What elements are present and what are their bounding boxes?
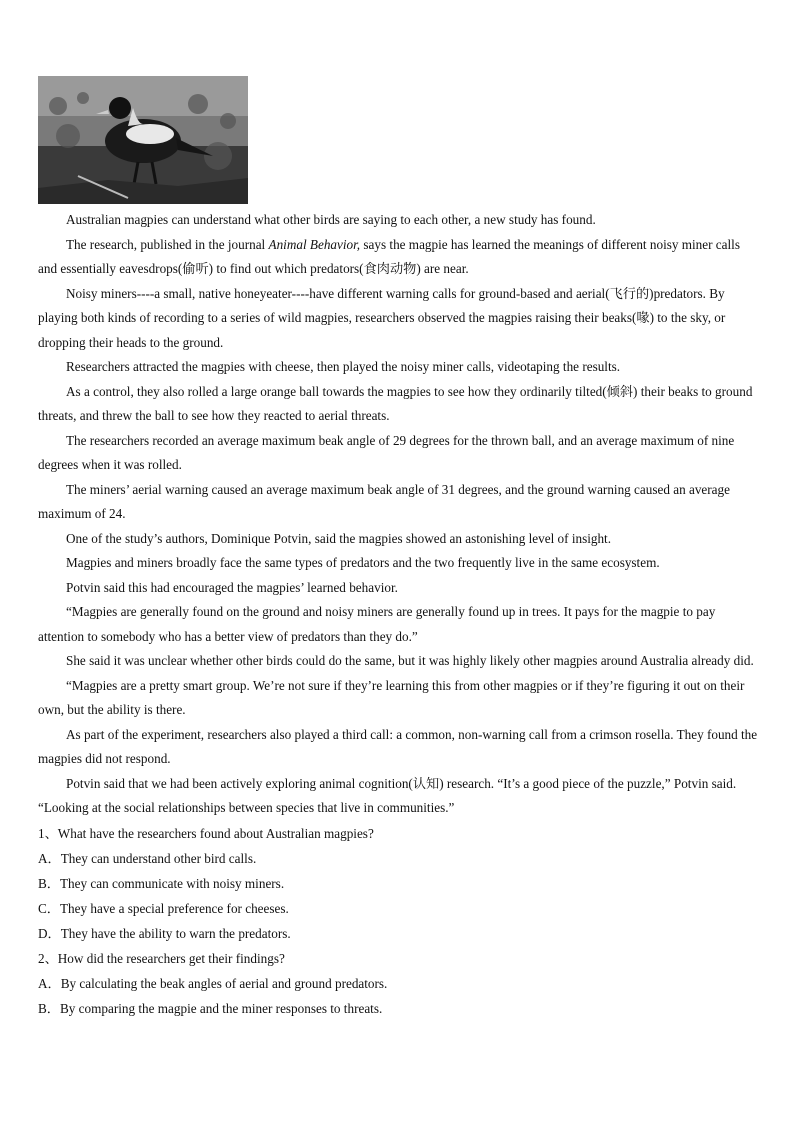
paragraph-6: The researchers recorded an average maximum beak angle of 29 degrees for the thrown ball, and an average maximum of nine degrees when it was rolled. bbox=[38, 432, 735, 472]
paragraph-2 bbox=[38, 233, 758, 282]
paragraph-2-part-1: The research, published in the journal bbox=[66, 236, 269, 252]
paragraph-9: Magpies and miners broadly face the same types of predators and the two frequently live in the same ecosystem. bbox=[66, 555, 660, 570]
question-2-stem: 2、How did the researchers get their findings? bbox=[38, 950, 285, 966]
paragraph-8: One of the study’s authors, Dominique Potvin, said the magpies showed an astonishing level of insight. bbox=[66, 530, 612, 546]
question-1-option-c: C．They have a special preference for cheeses. bbox=[38, 900, 289, 916]
journal-title: Animal Behavior, bbox=[268, 236, 361, 252]
paragraph-15: Potvin said that we had been actively exploring animal cognition(认知) research. “It’s a good piece of the puzzle,” Potvin said. “Looking at the social relationships between species that live in communities.” bbox=[38, 775, 737, 815]
question-2-option-b: B．By comparing the magpie and the miner responses to threats. bbox=[38, 1000, 383, 1016]
question-1-option-a: A．They can understand other bird calls. bbox=[38, 850, 257, 866]
question-1-stem: 1、What have the researchers found about Australian magpies? bbox=[38, 825, 374, 841]
paragraph-5: As a control, they also rolled a large orange ball towards the magpies to see how they ordinarily tilted(倾斜) their beaks to ground threats, and threw the ball to see how they reacted to aerial threats. bbox=[38, 383, 753, 423]
paragraph-7: The miners’ aerial warning caused an average maximum beak angle of 31 degrees, and the ground warning caused an average maximum of 24. bbox=[38, 481, 730, 521]
paragraph-12: She said it was unclear whether other birds could do the same, but it was highly likely other magpies around Australia already did. bbox=[66, 653, 754, 668]
paragraph-1: Australian magpies can understand what other birds are saying to each other, a new study has found. bbox=[66, 212, 596, 227]
article-body bbox=[38, 208, 758, 1021]
paragraph-2-part-2: says the magpie has learned the meanings of different noisy miner calls and essentially eavesdrops(偷听) to find out which predators(食肉动物) are near. bbox=[38, 236, 740, 276]
question-1-option-d: D．They have the ability to warn the predators. bbox=[38, 925, 291, 941]
paragraph-11: “Magpies are generally found on the ground and noisy miners are generally found up in trees. It pays for the magpie to pay attention to somebody who has a better view of predators than they do.” bbox=[38, 604, 716, 644]
magpie-illustration bbox=[38, 76, 248, 204]
paragraph-3: Noisy miners----a small, native honeyeater----have different warning calls for ground-based and aerial(飞行的)predators. By playing both kinds of recording to a series of wild magpies, researchers observed the magpies raising their beaks(喙) to the sky, or dropping their heads to the ground. bbox=[38, 285, 726, 350]
paragraph-14: As part of the experiment, researchers also played a third call: a common, non-warning call from a crimson rosella. They found the magpies did not respond. bbox=[38, 726, 758, 766]
paragraph-13: “Magpies are a pretty smart group. We’re not sure if they’re learning this from other magpies or if they’re figuring it out on their own, but the ability is there. bbox=[38, 677, 745, 717]
paragraph-10: Potvin said this had encouraged the magpies’ learned behavior. bbox=[66, 579, 398, 595]
question-1-option-b: B．They can communicate with noisy miners. bbox=[38, 875, 285, 891]
magpie-photo bbox=[38, 76, 248, 204]
question-2-option-a: A．By calculating the beak angles of aerial and ground predators. bbox=[38, 975, 388, 991]
paragraph-4: Researchers attracted the magpies with cheese, then played the noisy miner calls, videotaping the results. bbox=[66, 359, 621, 374]
